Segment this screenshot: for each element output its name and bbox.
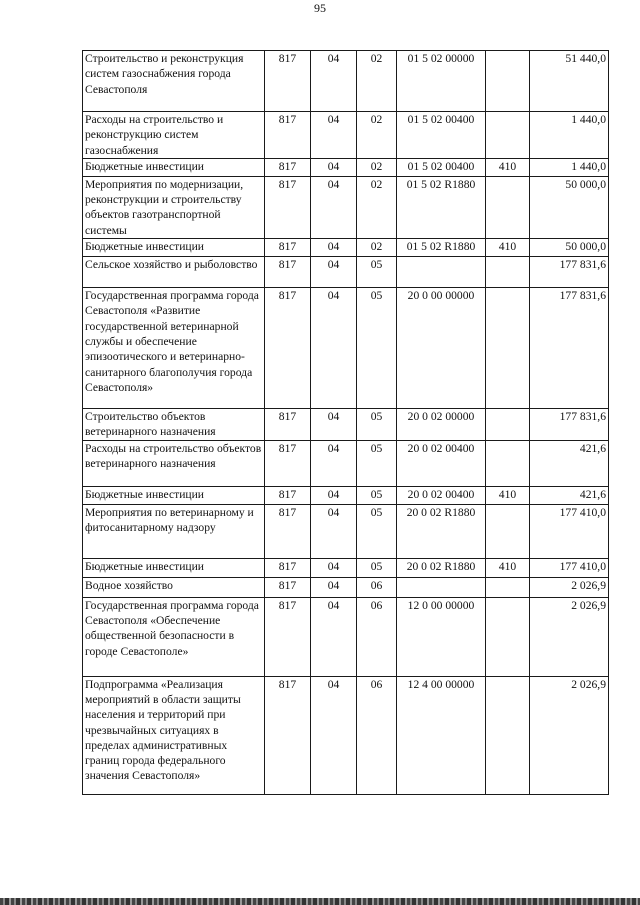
row-target-code (397, 577, 486, 597)
table-row (83, 440, 609, 486)
row-target-code: 20 0 02 R1880 (397, 504, 486, 558)
row-section-code: 04 (311, 409, 357, 441)
row-name: Мероприятия по модернизации, реконструкции и строительству объектов газотранспортной системы (83, 176, 265, 238)
row-target-code (397, 257, 486, 288)
row-expense-type (486, 257, 530, 288)
row-section-code: 04 (311, 288, 357, 409)
scan-edge (0, 898, 640, 905)
row-name: Бюджетные инвестиции (83, 239, 265, 257)
row-expense-type (486, 176, 530, 238)
row-admin-code: 817 (265, 51, 311, 112)
table-row (83, 676, 609, 794)
row-admin-code: 817 (265, 577, 311, 597)
row-expense-type: 410 (486, 558, 530, 577)
row-section-code: 04 (311, 558, 357, 577)
row-admin-code: 817 (265, 158, 311, 176)
budget-table (82, 50, 609, 795)
table-row (83, 239, 609, 257)
table-row (83, 158, 609, 176)
table-row (83, 112, 609, 159)
row-section-code: 04 (311, 51, 357, 112)
row-name: Расходы на строительство и реконструкцию систем газоснабжения (83, 112, 265, 159)
row-section-code: 04 (311, 158, 357, 176)
table-row (83, 288, 609, 409)
row-target-code: 01 5 02 R1880 (397, 239, 486, 257)
row-subsection-code: 05 (357, 486, 397, 504)
row-target-code: 20 0 02 00400 (397, 440, 486, 486)
row-subsection-code: 05 (357, 409, 397, 441)
row-subsection-code: 05 (357, 504, 397, 558)
row-admin-code: 817 (265, 558, 311, 577)
row-name: Бюджетные инвестиции (83, 486, 265, 504)
table-row (83, 558, 609, 577)
row-amount: 177 410,0 (530, 504, 609, 558)
row-amount: 2 026,9 (530, 676, 609, 794)
row-subsection-code: 02 (357, 239, 397, 257)
row-name: Подпрограмма «Реализация мероприятий в области защиты населения и территорий при чрезвычайных ситуациях в пределах административных границ города федерального значения Севастополя» (83, 676, 265, 794)
row-expense-type (486, 504, 530, 558)
row-expense-type (486, 597, 530, 676)
row-amount: 421,6 (530, 486, 609, 504)
row-subsection-code: 02 (357, 158, 397, 176)
row-expense-type (486, 676, 530, 794)
table-row (83, 504, 609, 558)
row-target-code: 20 0 00 00000 (397, 288, 486, 409)
row-target-code: 12 4 00 00000 (397, 676, 486, 794)
row-subsection-code: 05 (357, 558, 397, 577)
row-admin-code: 817 (265, 676, 311, 794)
row-name: Государственная программа города Севастополя «Обеспечение общественной безопасности в городе Севастополе» (83, 597, 265, 676)
row-subsection-code: 02 (357, 51, 397, 112)
row-name: Государственная программа города Севастополя «Развитие государственной ветеринарной службы и обеспечение эпизоотического и ветеринарно-санитарного благополучия города Севастополя» (83, 288, 265, 409)
row-target-code: 20 0 02 R1880 (397, 558, 486, 577)
row-section-code: 04 (311, 112, 357, 159)
row-subsection-code: 06 (357, 676, 397, 794)
row-amount: 2 026,9 (530, 597, 609, 676)
row-admin-code: 817 (265, 257, 311, 288)
row-target-code: 01 5 02 R1880 (397, 176, 486, 238)
row-name: Водное хозяйство (83, 577, 265, 597)
row-name: Бюджетные инвестиции (83, 158, 265, 176)
table-row (83, 486, 609, 504)
row-expense-type (486, 440, 530, 486)
row-section-code: 04 (311, 486, 357, 504)
row-section-code: 04 (311, 176, 357, 238)
row-section-code: 04 (311, 676, 357, 794)
row-section-code: 04 (311, 239, 357, 257)
row-amount: 51 440,0 (530, 51, 609, 112)
row-amount: 50 000,0 (530, 176, 609, 238)
row-name: Строительство и реконструкция систем газоснабжения города Севастополя (83, 51, 265, 112)
table-row (83, 176, 609, 238)
row-admin-code: 817 (265, 112, 311, 159)
row-expense-type (486, 577, 530, 597)
row-amount: 177 831,6 (530, 257, 609, 288)
row-name: Бюджетные инвестиции (83, 558, 265, 577)
row-subsection-code: 05 (357, 257, 397, 288)
row-admin-code: 817 (265, 597, 311, 676)
row-admin-code: 817 (265, 288, 311, 409)
row-subsection-code: 06 (357, 597, 397, 676)
row-amount: 2 026,9 (530, 577, 609, 597)
row-name: Строительство объектов ветеринарного назначения (83, 409, 265, 441)
row-target-code: 01 5 02 00400 (397, 112, 486, 159)
row-amount: 1 440,0 (530, 112, 609, 159)
row-subsection-code: 05 (357, 440, 397, 486)
row-admin-code: 817 (265, 504, 311, 558)
row-expense-type: 410 (486, 239, 530, 257)
row-section-code: 04 (311, 577, 357, 597)
row-admin-code: 817 (265, 486, 311, 504)
row-name: Мероприятия по ветеринарному и фитосанитарному надзору (83, 504, 265, 558)
row-expense-type (486, 112, 530, 159)
row-subsection-code: 02 (357, 112, 397, 159)
row-expense-type: 410 (486, 486, 530, 504)
row-amount: 177 410,0 (530, 558, 609, 577)
row-target-code: 12 0 00 00000 (397, 597, 486, 676)
page-number: 95 (314, 1, 326, 15)
row-expense-type (486, 51, 530, 112)
table-row (83, 51, 609, 112)
table-row (83, 257, 609, 288)
row-section-code: 04 (311, 440, 357, 486)
row-expense-type (486, 288, 530, 409)
row-target-code: 20 0 02 00000 (397, 409, 486, 441)
row-amount: 421,6 (530, 440, 609, 486)
row-admin-code: 817 (265, 239, 311, 257)
row-expense-type (486, 409, 530, 441)
row-name: Сельское хозяйство и рыболовство (83, 257, 265, 288)
row-target-code: 01 5 02 00400 (397, 158, 486, 176)
row-subsection-code: 05 (357, 288, 397, 409)
row-target-code: 01 5 02 00000 (397, 51, 486, 112)
row-section-code: 04 (311, 597, 357, 676)
row-expense-type: 410 (486, 158, 530, 176)
table-row (83, 577, 609, 597)
row-amount: 177 831,6 (530, 288, 609, 409)
row-admin-code: 817 (265, 176, 311, 238)
table-row (83, 597, 609, 676)
row-admin-code: 817 (265, 440, 311, 486)
row-section-code: 04 (311, 257, 357, 288)
row-name: Расходы на строительство объектов ветеринарного назначения (83, 440, 265, 486)
row-amount: 1 440,0 (530, 158, 609, 176)
row-amount: 177 831,6 (530, 409, 609, 441)
row-amount: 50 000,0 (530, 239, 609, 257)
row-target-code: 20 0 02 00400 (397, 486, 486, 504)
row-subsection-code: 02 (357, 176, 397, 238)
table-row (83, 409, 609, 441)
row-admin-code: 817 (265, 409, 311, 441)
row-section-code: 04 (311, 504, 357, 558)
row-subsection-code: 06 (357, 577, 397, 597)
